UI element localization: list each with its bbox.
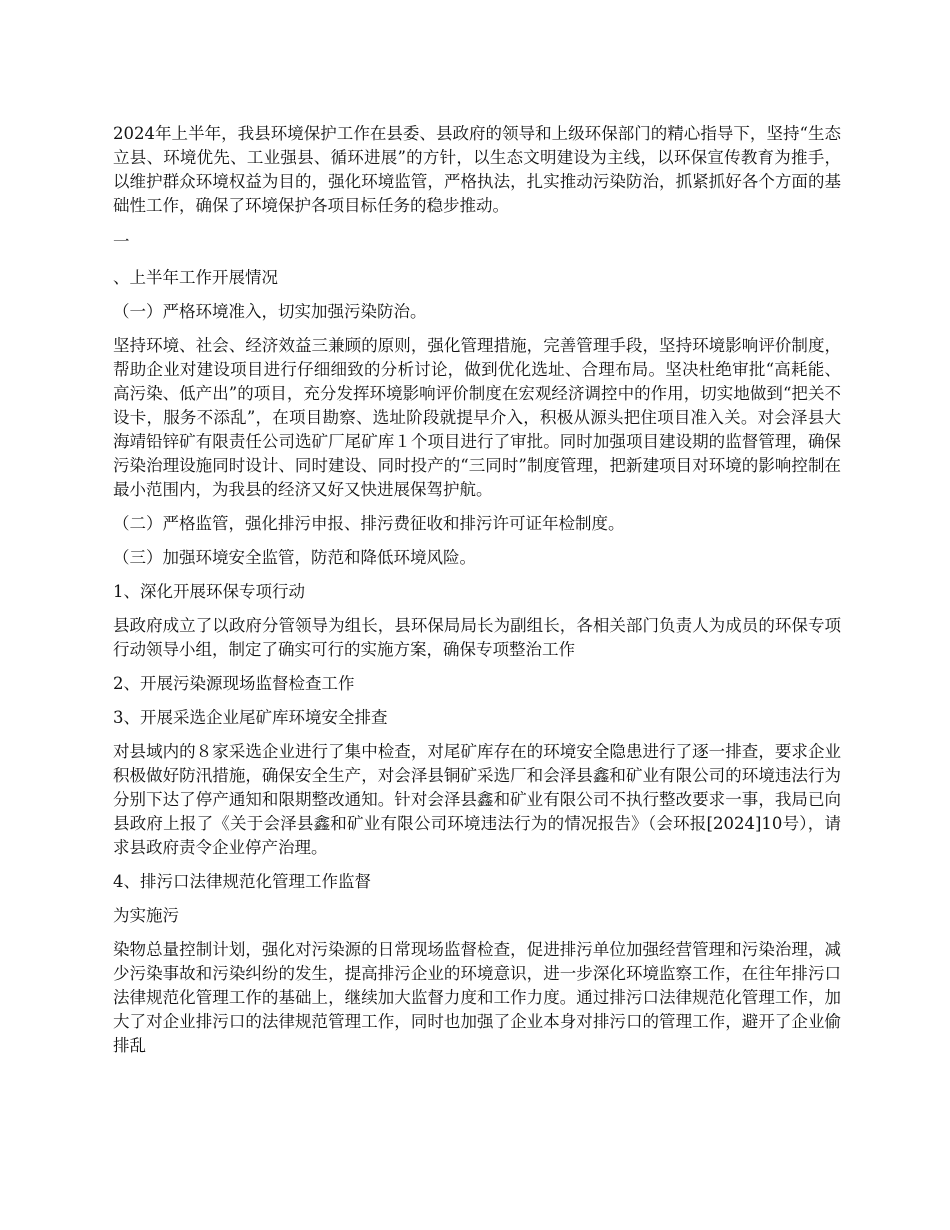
intro-paragraph: 2024年上半年，我县环境保护工作在县委、县政府的领导和上级环保部门的精心指导下，坚持“生态立县、环境优先、工业强县、循环进展”的方针，以生态文明建设为主线，以环保宣传教育为推手，以维护群众环境权益为目的，强化环境监管，严格执法，扎实推动污染防治，抓紧抓好各个方面的基础性工作，确保了环境保护各项目标任务的稳步推动。 (113, 124, 841, 215)
document-body (113, 122, 841, 1068)
body-paragraph-1: 坚持环境、社会、经济效益三兼顾的原则，强化管理措施，完善管理手段，坚持环境影响评价制度，帮助企业对建设项目进行仔细细致的分析讨论，做到优化选址、合理布局。坚决杜绝审批“高耗能、高污染、低产出”的项目，充分发挥环境影响评价制度在宏观经济调控中的作用，切实地做到“把关不设卡，服务不添乱”，在项目勘察、选址阶段就提早介入，积极从源头把住项目准入关。对会泽县大海靖铅锌矿有限责任公司选矿厂尾矿库１个项目进行了审批。同时加强项目建设期的监督管理，确保污染治理设施同时设计、同时建设、同时投产的“三同时”制度管理，把新建项目对环境的影响控制在最小范围内，为我县的经济又好又快进展保驾护航。 (113, 336, 841, 499)
subsection-heading-2: （二）严格监管，强化排污申报、排污费征收和排污许可证年检制度。 (113, 514, 625, 533)
section-heading: 、上半年工作开展情况 (113, 268, 278, 287)
item-heading-1: 1、深化开展环保专项行动 (113, 582, 305, 601)
body-paragraph-4: 染物总量控制计划，强化对污染源的日常现场监督检查，促进排污单位加强经营管理和污染治理，减少污染事故和污染纠纷的发生，提高排污企业的环境意识，进一步深化环境监察工作，在往年排污口法律规范化管理工作的基础上，继续加大监督力度和工作力度。通过排污口法律规范化管理工作，加大了对企业排污口的法律规范管理工作，同时也加强了企业本身对排污口的管理工作，避开了企业偷排乱 (113, 940, 841, 1055)
item-heading-2: 2、开展污染源现场监督检查工作 (113, 674, 355, 693)
body-paragraph-3: 对县域内的８家采选企业进行了集中检查，对尾矿库存在的环境安全隐患进行了逐一排查，要求企业积极做好防汛措施，确保安全生产，对会泽县铜矿采选厂和会泽县鑫和矿业有限公司的环境违法行为分别下达了停产通知和限期整改通知。针对会泽县鑫和矿业有限公司不执行整改要求一事，我局已向县政府上报了《关于会泽县鑫和矿业有限公司环境违法行为的情况报告》（会环报[2024]10号），请求县政府责令企业停产治理。 (113, 742, 841, 857)
section-number: 一 (113, 232, 130, 251)
body-fragment: 为实施污 (113, 906, 179, 925)
subsection-heading-1: （一）严格环境准入，切实加强污染防治。 (113, 302, 427, 321)
body-paragraph-2: 县政府成立了以政府分管领导为组长，县环保局局长为副组长，各相关部门负责人为成员的环保专项行动领导小组，制定了确实可行的实施方案，确保专项整治工作 (113, 616, 841, 659)
subsection-heading-3: （三）加强环境安全监管，防范和降低环境风险。 (113, 548, 476, 567)
item-heading-3: 3、开展采选企业尾矿库环境安全排查 (113, 708, 388, 727)
item-heading-4: 4、排污口法律规范化管理工作监督 (113, 872, 371, 891)
